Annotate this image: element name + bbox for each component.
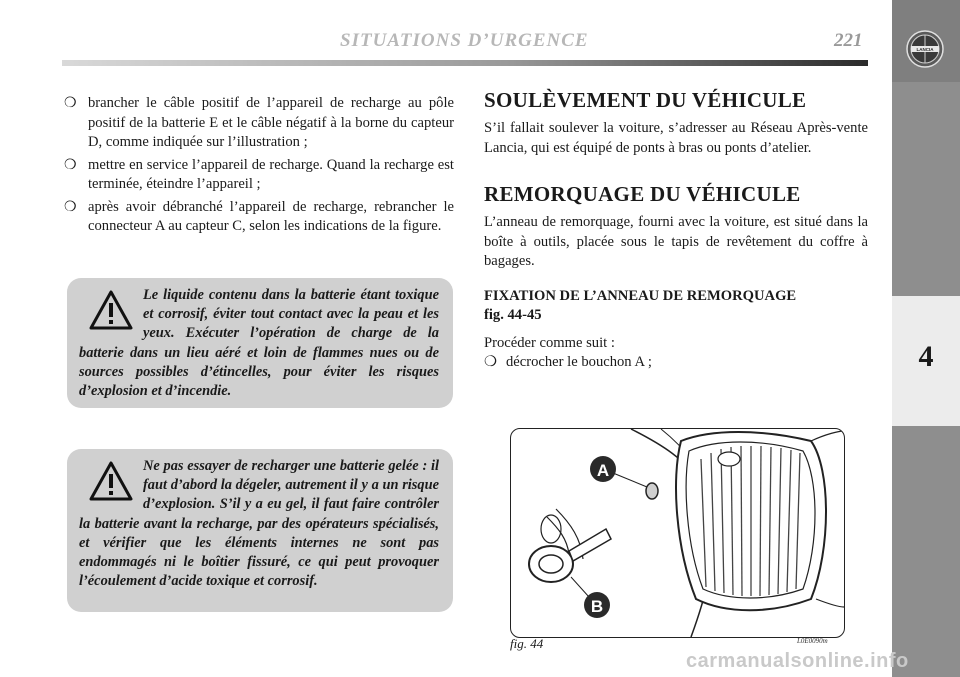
chapter-title: SITUATIONS D’URGENCE: [340, 30, 589, 51]
bullet-icon: ❍: [64, 96, 77, 111]
towing-paragraph: L’anneau de remorquage, fourni avec la voiture, est situé dans la boîte à outils, placée sous le tapis de revêtement du coffre à bagages.: [484, 214, 868, 269]
list-item-text: après avoir débranché l’appareil de recharge, rebrancher le connecteur A au capteur C, selon les indications de la figure.: [88, 198, 454, 234]
bullet-icon: ❍: [64, 157, 77, 173]
list-item: [62, 94, 454, 153]
page-number: 221: [834, 30, 863, 51]
section-heading-towing: REMORQUAGE DU VÉHICULE: [484, 182, 801, 206]
logo-text: LANCIA: [916, 47, 934, 52]
bullet-icon: ❍: [64, 199, 77, 215]
warning-text: Le liquide contenu dans la batterie étant toxique et corrosif, éviter tout contact avec la peau et les yeux. Exécuter l’opération de charge de la batterie dans un lieu aéré et loin de flammes nues ou de sources possibles d’étincelles, pour éviter les risques d’explosion et d’incendie.: [79, 287, 439, 400]
section-heading-lifting: SOULÈVEMENT DU VÉHICULE: [484, 88, 807, 112]
lancia-logo-icon: [906, 30, 944, 68]
chapter-tab[interactable]: [892, 296, 960, 426]
watermark: carmanualsonline.info: [686, 650, 909, 672]
list-item: [62, 156, 454, 195]
label-a: A: [596, 461, 610, 480]
chapter-sidebar: [892, 0, 960, 677]
right-column: [484, 88, 868, 373]
bullet-icon: ❍: [484, 354, 498, 370]
figure-tow-ring: [510, 428, 845, 638]
chapter-number: 4: [918, 340, 934, 373]
list-item-text: mettre en service l’appareil de recharge. Quand la recharge est terminée, éteindre l’appareil ;: [88, 156, 454, 192]
warning-text: Ne pas essayer de recharger une batterie gelée : il faut d’abord la dégeler, autrement il y a un risque d’explosion. S’il y a eu gel, il faut faire contrôler la batterie avant la recharge, par des opérateurs spécialisés, et vérifier que les éléments internes ne sont pas endommagés ni le boîtier fissuré, ce qui peut provoquer l’écoulement d’acide toxique et corrosif.: [79, 458, 439, 590]
logo-tab: [892, 0, 960, 82]
header-divider: [62, 60, 868, 66]
tow-ring-illustration: [511, 429, 844, 637]
procedure-step: [484, 353, 868, 373]
instruction-list: [62, 94, 454, 237]
procedure-step-text: décrocher le bouchon A ;: [506, 354, 652, 370]
warning-triangle-icon: [89, 290, 133, 330]
figure-reference: fig. 44-45: [484, 307, 542, 323]
list-item: [62, 198, 454, 237]
warning-box-acid: [67, 278, 453, 408]
lifting-paragraph: S’il fallait soulever la voiture, s’adresser au Réseau Après-vente Lancia, qui est équipé de ponts à bras ou ponts d’atelier.: [484, 120, 868, 156]
procedure-intro: Procéder comme suit :: [484, 334, 615, 351]
label-b: B: [590, 597, 604, 616]
warning-triangle-icon: [89, 461, 133, 501]
list-item-text: brancher le câble positif de l’appareil de recharge au pôle positif de la batterie E et le câble négatif à la borne du capteur D, comme indiquée sur l’illustration ;: [88, 95, 454, 150]
warning-box-frozen: [67, 449, 453, 612]
left-column: [62, 94, 454, 240]
figure-caption: fig. 44: [510, 636, 544, 651]
figure-code: L0E0090m: [797, 637, 828, 645]
sub-heading-tow-ring: FIXATION DE L’ANNEAU DE REMORQUAGE: [484, 287, 797, 304]
